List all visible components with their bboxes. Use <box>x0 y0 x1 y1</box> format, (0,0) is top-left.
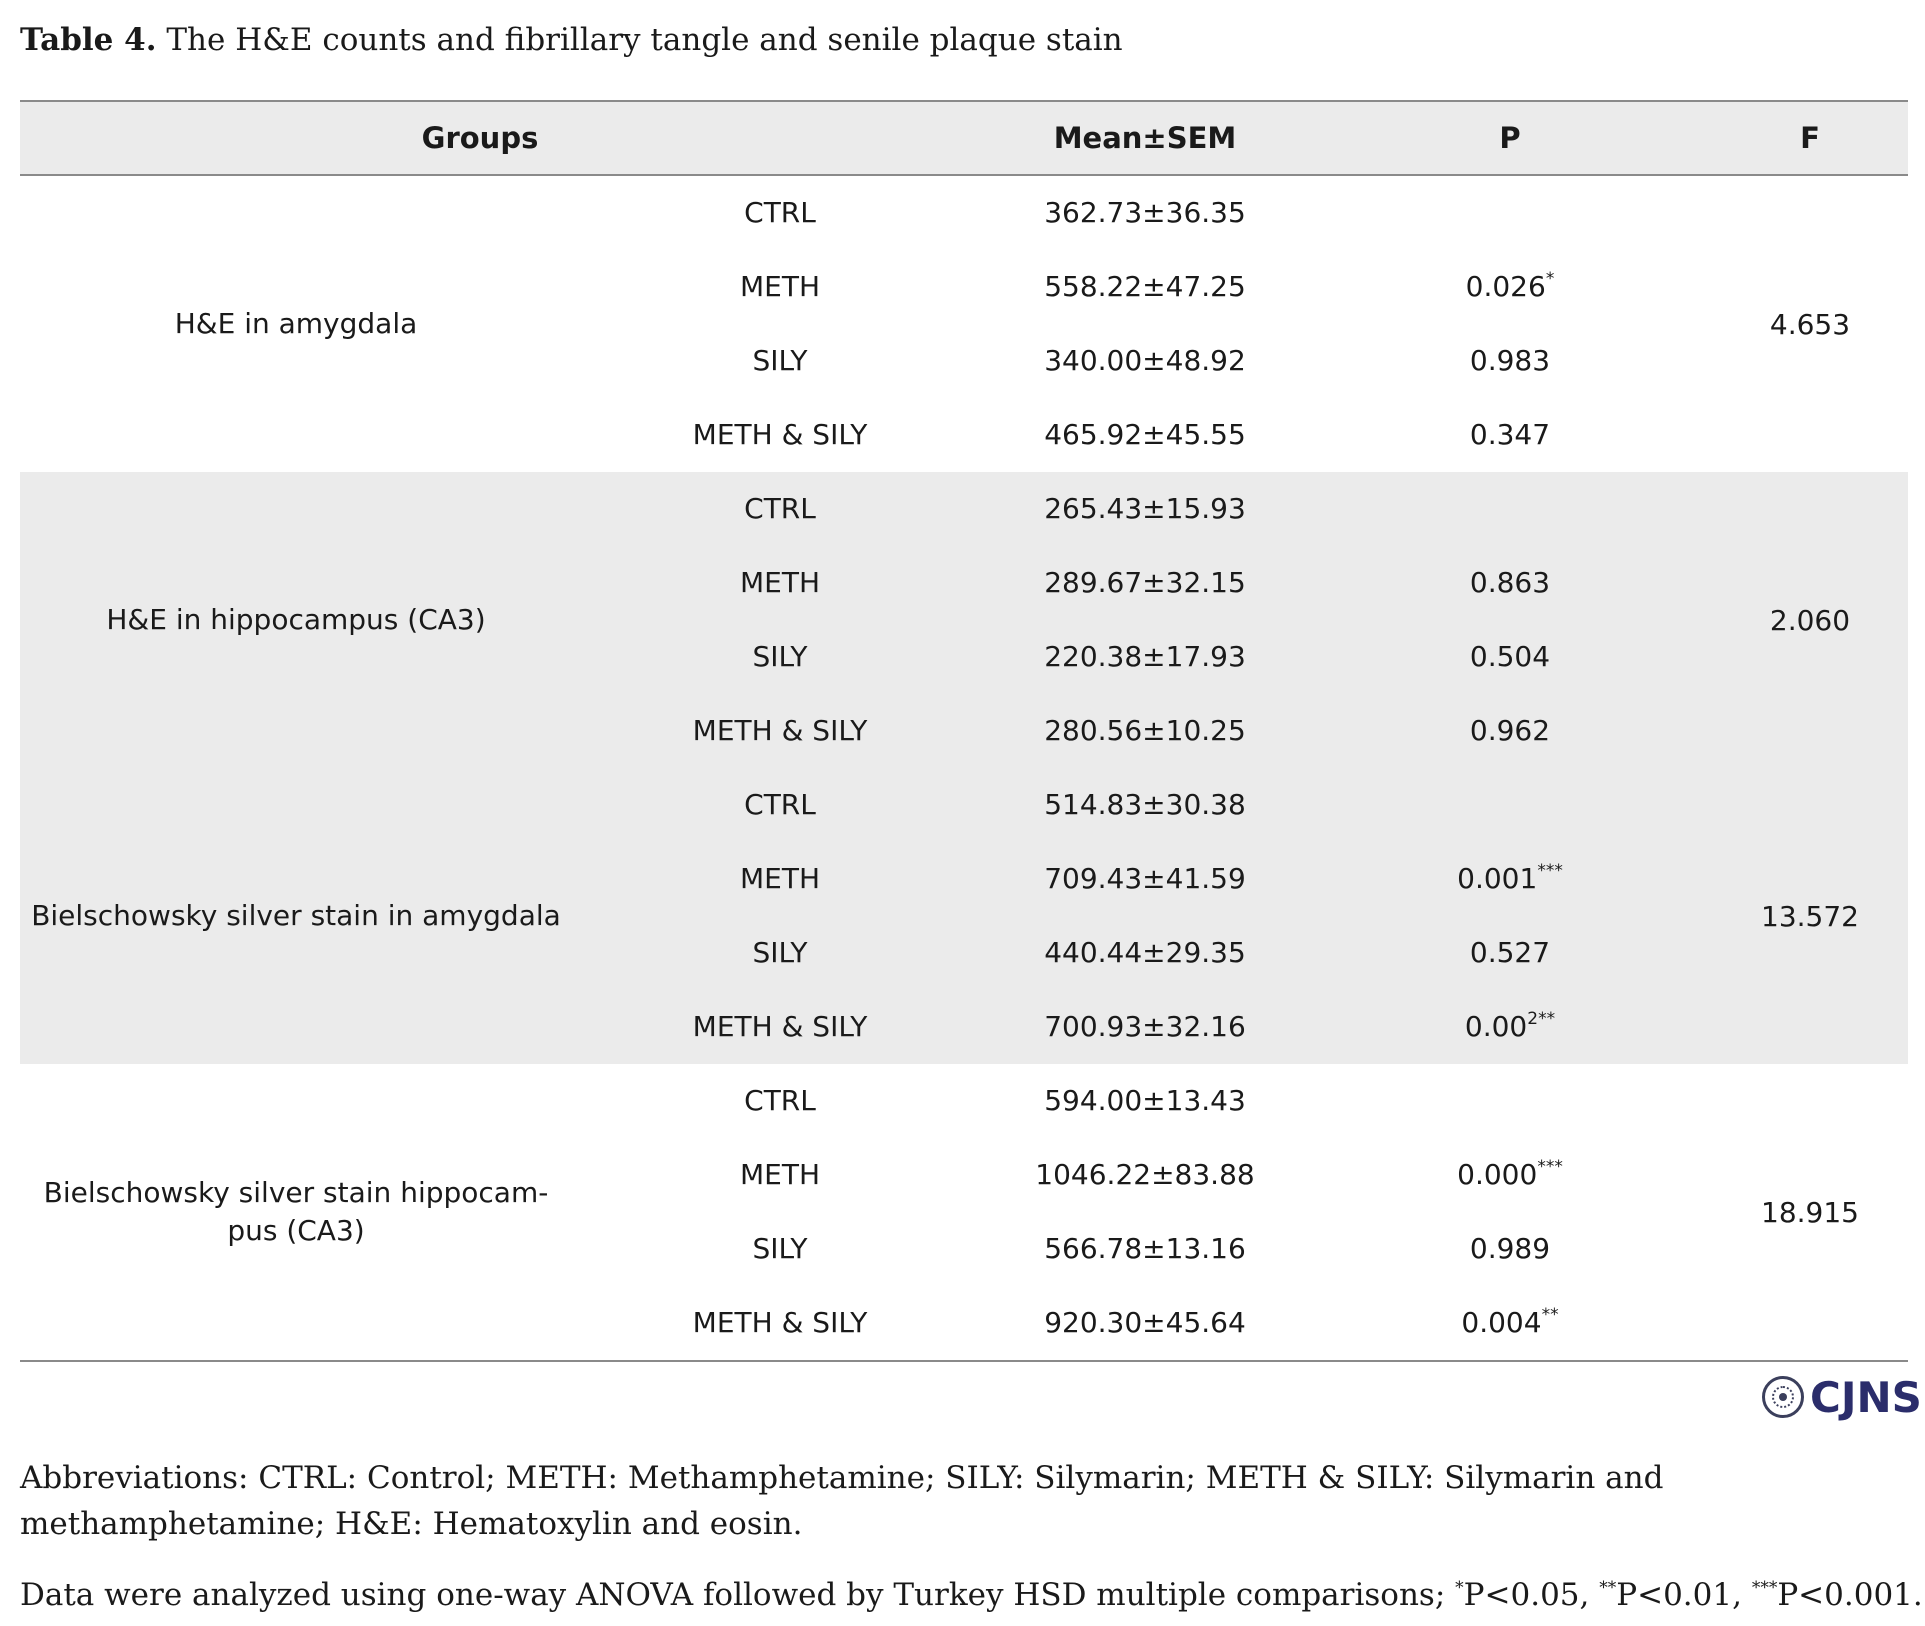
p-value: 0.00 <box>1464 1010 1528 1043</box>
p-value: 0.347 <box>1469 418 1551 451</box>
subgroup-cell: METH <box>739 566 820 599</box>
p-value: 0.989 <box>1469 1232 1551 1265</box>
header-p: P <box>1499 121 1521 155</box>
mean-sem-cell: 265.43±15.93 <box>1044 492 1246 525</box>
subgroup-cell: CTRL <box>744 788 816 821</box>
sig2-mark: ** <box>1599 1578 1617 1598</box>
mean-sem-cell: 340.00±48.92 <box>1044 344 1246 377</box>
mean-sem-cell: 709.43±41.59 <box>1044 862 1246 895</box>
significance-mark: ** <box>1541 1305 1559 1325</box>
table-row <box>20 1286 1908 1360</box>
f-value-cell: 4.653 <box>1769 307 1851 341</box>
table-group-block <box>20 472 1908 768</box>
subgroup-cell: METH & SILY <box>692 1306 868 1339</box>
subgroup-cell: SILY <box>752 1232 808 1265</box>
subgroup-cell: METH <box>739 862 820 895</box>
p-value-cell <box>1360 1286 1660 1360</box>
p-value: 0.026 <box>1465 270 1546 303</box>
f-value-cell: 18.915 <box>1761 1195 1859 1229</box>
table-caption <box>20 22 1123 58</box>
p-value-cell <box>1360 1138 1660 1212</box>
significance-mark: *** <box>1537 861 1563 881</box>
mean-sem-cell: 514.83±30.38 <box>1044 788 1246 821</box>
p-value-cell <box>1360 250 1660 324</box>
logo-text: CJNS <box>1810 1372 1922 1422</box>
p-value-cell <box>1360 842 1660 916</box>
p-value-cell <box>1360 916 1660 990</box>
mean-sem-cell: 280.56±10.25 <box>1044 714 1246 747</box>
p-value: 0.863 <box>1469 566 1551 599</box>
sig3-text: P<0.001. <box>1777 1577 1923 1613</box>
table-body <box>20 176 1908 1360</box>
mean-sem-cell: 920.30±45.64 <box>1044 1306 1246 1339</box>
p-value: 0.962 <box>1469 714 1551 747</box>
table-row <box>20 842 1908 916</box>
p-value: 0.001 <box>1457 862 1538 895</box>
mean-sem-cell: 1046.22±83.88 <box>1035 1158 1255 1191</box>
p-value-cell <box>1360 324 1660 398</box>
group-name: Bielschowsky silver stain in amygdala <box>31 899 561 932</box>
group-name: H&E in amygdala <box>174 307 418 340</box>
table-row <box>20 250 1908 324</box>
header-mean: Mean±SEM <box>1053 121 1237 155</box>
subgroup-cell: METH <box>739 270 820 303</box>
mean-sem-cell: 440.44±29.35 <box>1044 936 1246 969</box>
sig3-mark: *** <box>1751 1578 1778 1598</box>
mean-sem-cell: 558.22±47.25 <box>1044 270 1246 303</box>
table-row <box>20 324 1908 398</box>
group-name: H&E in hippocampus (CA3) <box>106 603 486 636</box>
mean-sem-cell: 700.93±32.16 <box>1044 1010 1246 1043</box>
subgroup-cell: SILY <box>752 640 808 673</box>
table-row <box>20 916 1908 990</box>
p-value-cell <box>1360 694 1660 768</box>
table-row <box>20 768 1908 842</box>
p-value: 0.527 <box>1469 936 1551 969</box>
table-title: The H&E counts and fibrillary tangle and senile plaque stain <box>156 22 1123 58</box>
journal-logo <box>1762 1372 1922 1422</box>
table-row <box>20 990 1908 1064</box>
table-group-block <box>20 176 1908 472</box>
sig1-text: P<0.05, <box>1463 1577 1600 1613</box>
mean-sem-cell: 594.00±13.43 <box>1044 1084 1246 1117</box>
table-row <box>20 1064 1908 1138</box>
header-groups: Groups <box>421 121 539 155</box>
p-value-cell <box>1360 1212 1660 1286</box>
p-value: 0.983 <box>1469 344 1551 377</box>
significance-mark: 2** <box>1527 1009 1556 1029</box>
table-label: Table 4. <box>20 22 157 58</box>
p-value-cell <box>1360 990 1660 1064</box>
subgroup-cell: CTRL <box>744 1084 816 1117</box>
subgroup-cell: CTRL <box>744 196 816 229</box>
table-row <box>20 176 1908 250</box>
subgroup-cell: CTRL <box>744 492 816 525</box>
p-value-cell <box>1360 546 1660 620</box>
statistics-note <box>20 1572 1923 1618</box>
p-value-cell <box>1360 620 1660 694</box>
subgroup-cell: SILY <box>752 344 808 377</box>
table-bottom-rule <box>20 1360 1908 1362</box>
group-name: Bielschowsky silver stain hippocam- pus (CA3) <box>43 1176 549 1247</box>
f-value-cell: 13.572 <box>1761 899 1859 933</box>
header-f: F <box>1800 121 1820 155</box>
subgroup-cell: SILY <box>752 936 808 969</box>
table-row <box>20 694 1908 768</box>
mean-sem-cell: 566.78±13.16 <box>1044 1232 1246 1265</box>
table-header <box>20 100 1908 176</box>
subgroup-cell: METH & SILY <box>692 714 868 747</box>
results-table <box>20 100 1908 1362</box>
subgroup-cell: METH & SILY <box>692 418 868 451</box>
mean-sem-cell: 220.38±17.93 <box>1044 640 1246 673</box>
mean-sem-cell: 362.73±36.35 <box>1044 196 1246 229</box>
sig2-text: P<0.01, <box>1616 1577 1752 1613</box>
journal-seal-icon <box>1762 1376 1804 1418</box>
p-value: 0.504 <box>1469 640 1551 673</box>
table-row <box>20 620 1908 694</box>
table-group-block <box>20 768 1908 1064</box>
p-value: 0.000 <box>1457 1158 1538 1191</box>
table-row <box>20 546 1908 620</box>
sig1-mark: * <box>1455 1578 1464 1598</box>
table-row <box>20 472 1908 546</box>
table-row <box>20 1212 1908 1286</box>
f-value-cell: 2.060 <box>1769 603 1851 637</box>
significance-mark: * <box>1545 269 1555 289</box>
mean-sem-cell: 465.92±45.55 <box>1044 418 1246 451</box>
p-value: 0.004 <box>1461 1306 1542 1339</box>
subgroup-cell: METH & SILY <box>692 1010 868 1043</box>
stats-prefix: Data were analyzed using one-way ANOVA followed by Turkey HSD multiple comparisons; <box>20 1577 1456 1613</box>
significance-mark: *** <box>1537 1157 1563 1177</box>
p-value-cell <box>1360 398 1660 472</box>
table-group-block <box>20 1064 1908 1360</box>
subgroup-cell: METH <box>739 1158 820 1191</box>
table-row <box>20 398 1908 472</box>
abbreviations-note: Abbreviations: CTRL: Control; METH: Methamphetamine; SILY: Silymarin; METH & SILY: Silymarin and methamphetamine; H&E: Hematoxylin and eosin. <box>20 1460 1664 1542</box>
mean-sem-cell: 289.67±32.15 <box>1044 566 1246 599</box>
table-row <box>20 1138 1908 1212</box>
